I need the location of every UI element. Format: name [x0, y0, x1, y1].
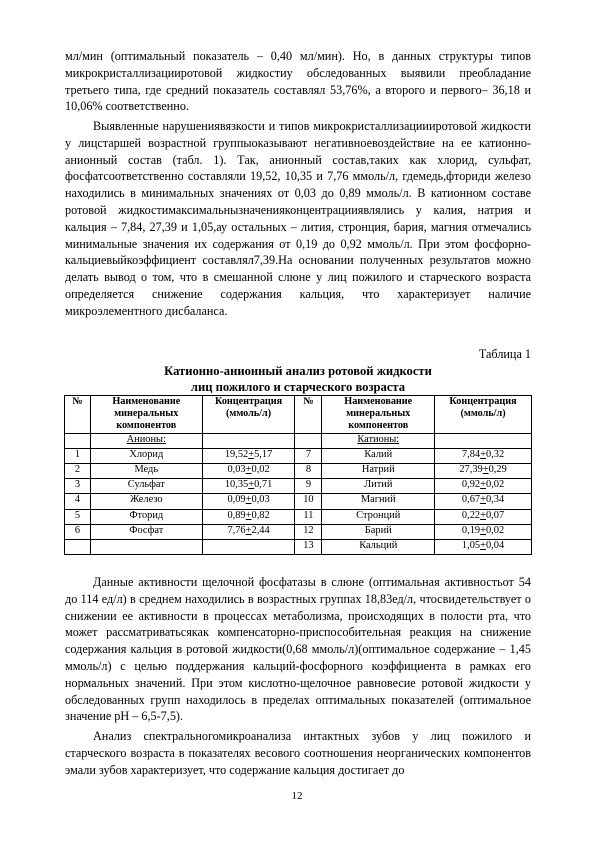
table-cell [65, 433, 91, 448]
table-cell-name2: Литий [322, 479, 435, 494]
table-cell-name1: Хлорид [90, 448, 202, 463]
cations-group-label: Катионы: [322, 433, 435, 448]
table-cell-n1: 4 [65, 494, 91, 509]
table-cell-name2: Кальций [322, 539, 435, 554]
table-cell-name2: Магний [322, 494, 435, 509]
table-row [65, 509, 532, 524]
table-title-line-1: Катионно-анионный анализ ротовой жидкости [164, 364, 432, 378]
paragraph-3: Данные активности щелочной фосфатазы в слюне (оптимальная активностьот 54 до 114 ед/л) в среднем находились в возрастных группах 18,83ед/л, чтосвидетельствует о снижении ее активности в процессах метаболизма, происходящих в полости рта, что может рассматриватьсякак компенсаторно-приспособительная реакция на снижение содержания кальция в ротовой жидкости(0,68 ммоль/л)(оптимальное содержание – 1,45 ммоль/л) с целью поддержания кальций-фосфорного коэффициента в рамках его нормальных значений. При этом кислотно-щелочное равновесие ротовой жидкости у обследованных групп находилось в пределах оптимальных показателей (оптимальное значение pH – 6,5-7,5). [65, 575, 531, 724]
table-cell-c2: 0,67+0,34 [435, 494, 532, 509]
anions-group-label: Анионы: [90, 433, 202, 448]
table-cell-name1: Фторид [90, 509, 202, 524]
table-header-row [65, 396, 532, 434]
table-row [65, 494, 532, 509]
table-row [65, 539, 532, 554]
table-cell-n1: 6 [65, 524, 91, 539]
table-cell-n2: 11 [295, 509, 322, 524]
table-group-row [65, 433, 532, 448]
table-cell-c1 [202, 539, 295, 554]
paragraph-1: мл/мин (оптимальный показатель – 0,40 мл/мин). Но, в данных структуры типов микрокристаллизацииротовой жидкостиу обследованных выявили преобладание третьего типа, где средний показатель составлял 53,76%, а второго и первого– 36,18 и 10,06% соответственно. [65, 49, 531, 114]
table-cell-c1: 10,35+0,71 [202, 479, 295, 494]
page-number: 12 [291, 790, 303, 802]
header-component-right: Наименование минеральных компонентов [322, 396, 435, 434]
table-cell-n2: 7 [295, 448, 322, 463]
header-concentration-right: Концентрация (ммоль/л) [435, 396, 532, 434]
table-cell-name1: Медь [90, 463, 202, 478]
table-cell-c2: 1,05+0,04 [435, 539, 532, 554]
table-cell-c1: 0,03+0,02 [202, 463, 295, 478]
header-number-left: № [65, 396, 91, 434]
paragraph-4: Анализ спектральногомикроанализа интактных зубов у лиц пожилого и старческого возраста в показателях весового соотношения неорганических компонентов эмали зубов характеризует, что содержание кальция достигает до [65, 729, 531, 777]
table-cell [295, 433, 322, 448]
table-cell-name1: Фосфат [90, 524, 202, 539]
table-cell-n1: 1 [65, 448, 91, 463]
table-cell-c2: 7,84+0,32 [435, 448, 532, 463]
header-concentration-left: Концентрация (ммоль/л) [202, 396, 295, 434]
table-cell-n1: 3 [65, 479, 91, 494]
table-cell-n1 [65, 539, 91, 554]
table-cell-c2: 0,92+0,02 [435, 479, 532, 494]
table-title [65, 363, 531, 395]
table-cell-name1: Железо [90, 494, 202, 509]
table-row [65, 463, 532, 478]
table-cell-c2: 27,39+0,29 [435, 463, 532, 478]
table-cell-n2: 10 [295, 494, 322, 509]
cation-anion-table [64, 395, 532, 555]
paragraph-2: Выявленные нарушениявязкости и типов микрокристаллизациииротовой жидкости у лицстаршей возрастной группыоказывают негативноевоздействие на ее катионно-анионный состав (табл. 1). Так, анионный состав,таких как хлорид, сульфат, фосфатсоответственно составляли 19,52, 10,35 и 7,76 ммоль/л, гдемедь,фториди железо находились в минимальных значениях от 0,03 до 0,89 ммоль/л. В катионном составе ротовой жидкостимаксимальнызначенияконцентрацииявлялись у калия, натрия и кальция – 7,84, 27,39 и 1,05,ау остальных – лития, стронция, бария, магния отмечались минимальные значения их содержания от 0,19 до 0,92 ммоль/л. При этом фосфорно-кальциевыйкоэффициент составлял7,39.На основании полученных результатов можно делать вывод о том, что в смешанной слюне у лиц пожилого и старческого возраста определяется снижение содержания кальция, что характеризует наличие микроэлементного дисбаланса. [65, 119, 531, 318]
table-row [65, 524, 532, 539]
table-cell-c1: 19,52+5,17 [202, 448, 295, 463]
table-cell-c1: 0,89+0,82 [202, 509, 295, 524]
table-row [65, 479, 532, 494]
table-cell-c2: 0,19+0,02 [435, 524, 532, 539]
table-title-line-2: лиц пожилого и старческого возраста [190, 380, 406, 394]
table-label: Таблица 1 [478, 347, 531, 361]
table-cell-c2: 0,22+0,07 [435, 509, 532, 524]
table-cell [202, 433, 295, 448]
table-cell-c1: 7,76+2,44 [202, 524, 295, 539]
table-cell-n2: 12 [295, 524, 322, 539]
table-cell-n2: 13 [295, 539, 322, 554]
table-cell-name2: Стронций [322, 509, 435, 524]
table-cell-n1: 5 [65, 509, 91, 524]
table-cell-name2: Калий [322, 448, 435, 463]
header-component-left: Наименование минеральных компонентов [90, 396, 202, 434]
table-cell-n2: 8 [295, 463, 322, 478]
header-number-right: № [295, 396, 322, 434]
table-cell-name1: Сульфат [90, 479, 202, 494]
table-cell-n1: 2 [65, 463, 91, 478]
table-cell [435, 433, 532, 448]
table-cell-name1 [90, 539, 202, 554]
table-row [65, 448, 532, 463]
table-cell-name2: Натрий [322, 463, 435, 478]
table-cell-name2: Барий [322, 524, 435, 539]
table-cell-n2: 9 [295, 479, 322, 494]
table-cell-c1: 0,09+0,03 [202, 494, 295, 509]
